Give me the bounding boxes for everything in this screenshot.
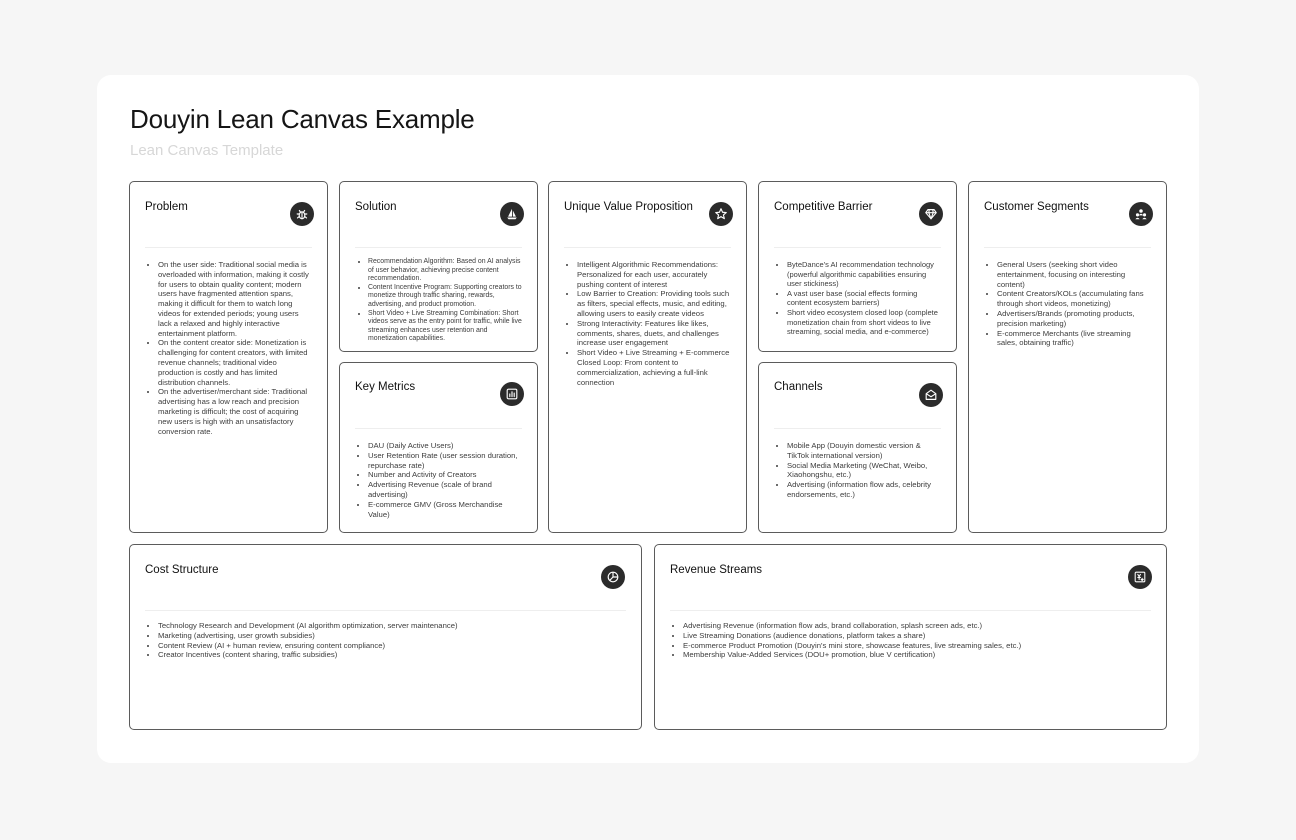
list-item: • A vast user base (social effects forming content ecosystem barriers) xyxy=(787,289,942,308)
revenue-list xyxy=(683,621,1152,660)
list-item: • Content Incentive Program: Supporting creators to monetize through traffic sharing, rewards, advertising, and product promotion. xyxy=(368,284,523,310)
page-subtitle: Lean Canvas Template xyxy=(130,142,284,159)
card-title: Customer Segments xyxy=(984,201,1089,213)
list-item: • E-commerce Merchants (live streaming sales, obtaining traffic) xyxy=(997,329,1152,349)
divider xyxy=(355,428,522,429)
card-title: Unique Value Proposition xyxy=(564,201,693,213)
card-competitive-barrier xyxy=(758,181,957,352)
card-problem xyxy=(129,181,328,533)
bar-chart-icon xyxy=(500,382,524,406)
divider xyxy=(145,247,312,248)
list-item: • Content Review (AI + human review, ensuring content compliance) xyxy=(158,641,627,651)
card-key-metrics xyxy=(339,362,538,533)
list-item: • Short Video + Live Streaming Combination: Short videos serve as the entry point for traffic, while live streaming enhances user retention and monetization capabilities. xyxy=(368,310,523,344)
divider xyxy=(355,247,522,248)
card-channels xyxy=(758,362,957,533)
list-item: • Advertising (information flow ads, celebrity endorsements, etc.) xyxy=(787,480,942,500)
star-icon xyxy=(709,202,733,226)
card-title: Competitive Barrier xyxy=(774,201,873,213)
list-item: • Live Streaming Donations (audience donations, platform takes a share) xyxy=(683,631,1152,641)
yen-document-icon xyxy=(1128,565,1152,589)
segments-list xyxy=(997,260,1152,348)
list-item: • Advertisers/Brands (promoting products, precision marketing) xyxy=(997,309,1152,329)
list-item: • On the advertiser/merchant side: Traditional advertising has a low reach and precision marketing is difficult; the cost of acquiring new users is high with an unsatisfactory conversion rate. xyxy=(158,387,313,436)
divider xyxy=(564,247,731,248)
problem-list xyxy=(158,260,313,436)
card-title: Key Metrics xyxy=(355,381,416,393)
card-title: Cost Structure xyxy=(145,564,219,576)
solution-list xyxy=(368,258,523,344)
cost-list xyxy=(158,621,627,660)
channels-list xyxy=(787,441,942,500)
list-item: • E-commerce GMV (Gross Merchandise Value) xyxy=(368,500,523,520)
divider xyxy=(145,610,626,611)
list-item: • Intelligent Algorithmic Recommendations: Personalized for each user, accurately pushing content of interest xyxy=(577,260,732,289)
users-icon xyxy=(1129,202,1153,226)
list-item: • Advertising Revenue (scale of brand advertising) xyxy=(368,480,523,500)
card-title: Problem xyxy=(145,201,188,213)
card-unique-value-proposition xyxy=(548,181,747,533)
list-item: • Recommendation Algorithm: Based on AI analysis of user behavior, achieving precise content recommendation. xyxy=(368,258,523,284)
list-item: • E-commerce Product Promotion (Douyin's mini store, showcase features, live streaming sales, etc.) xyxy=(683,641,1152,651)
pie-chart-icon xyxy=(601,565,625,589)
list-item: • Advertising Revenue (information flow ads, brand collaboration, splash screen ads, etc.) xyxy=(683,621,1152,631)
list-item: • DAU (Daily Active Users) xyxy=(368,441,523,451)
list-item: • ByteDance's AI recommendation technology (powerful algorithmic capabilities ensuring user stickiness) xyxy=(787,260,942,289)
page-title: Douyin Lean Canvas Example xyxy=(130,104,475,134)
list-item: • Technology Research and Development (AI algorithm optimization, server maintenance) xyxy=(158,621,627,631)
divider xyxy=(774,247,941,248)
list-item: • Short Video + Live Streaming + E-commerce Closed Loop: From content to commercialization, achieving a full-link connection xyxy=(577,348,732,387)
divider xyxy=(670,610,1151,611)
divider xyxy=(984,247,1151,248)
card-customer-segments xyxy=(968,181,1167,533)
list-item: • Marketing (advertising, user growth subsidies) xyxy=(158,631,627,641)
list-item: • On the content creator side: Monetization is challenging for content creators, with limited revenue channels; traditional video production is costly and has limited distribution channels. xyxy=(158,338,313,387)
list-item: • Creator Incentives (content sharing, traffic subsidies) xyxy=(158,650,627,660)
card-title: Revenue Streams xyxy=(670,564,763,576)
uvp-list xyxy=(577,260,732,387)
list-item: • General Users (seeking short video entertainment, focusing on interesting content) xyxy=(997,260,1152,289)
list-item: • Social Media Marketing (WeChat, Weibo, Xiaohongshu, etc.) xyxy=(787,461,942,481)
list-item: • On the user side: Traditional social media is overloaded with information, making it costly for users to obtain quality content; modern users have fragmented attention spans, making it difficult for them to watch long videos for extended periods; young users lack a relaxed and highly interactive entertainment platform. xyxy=(158,260,313,338)
key-metrics-list xyxy=(368,441,523,519)
list-item: • Strong Interactivity: Features like likes, comments, shares, duets, and challenges increase user engagement xyxy=(577,319,732,348)
list-item: • Content Creators/KOLs (accumulating fans through short videos, monetizing) xyxy=(997,289,1152,309)
sailboat-icon xyxy=(500,202,524,226)
barrier-list xyxy=(787,260,942,337)
bug-icon xyxy=(290,202,314,226)
list-item: • Low Barrier to Creation: Providing tools such as filters, special effects, music, and editing, allowing users to easily create videos xyxy=(577,289,732,318)
list-item: • Membership Value-Added Services (DOU+ promotion, blue V certification) xyxy=(683,650,1152,660)
card-title: Channels xyxy=(774,381,823,393)
card-solution xyxy=(339,181,538,352)
diamond-icon xyxy=(919,202,943,226)
card-revenue-streams xyxy=(654,544,1167,730)
card-title: Solution xyxy=(355,201,397,213)
list-item: • Mobile App (Douyin domestic version & TikTok international version) xyxy=(787,441,942,461)
list-item: • User Retention Rate (user session duration, repurchase rate) xyxy=(368,451,523,471)
list-item: • Number and Activity of Creators xyxy=(368,470,523,480)
mail-icon xyxy=(919,383,943,407)
divider xyxy=(774,428,941,429)
card-cost-structure xyxy=(129,544,642,730)
list-item: • Short video ecosystem closed loop (complete monetization chain from short videos to live streaming, social media, and e-commerce) xyxy=(787,308,942,337)
